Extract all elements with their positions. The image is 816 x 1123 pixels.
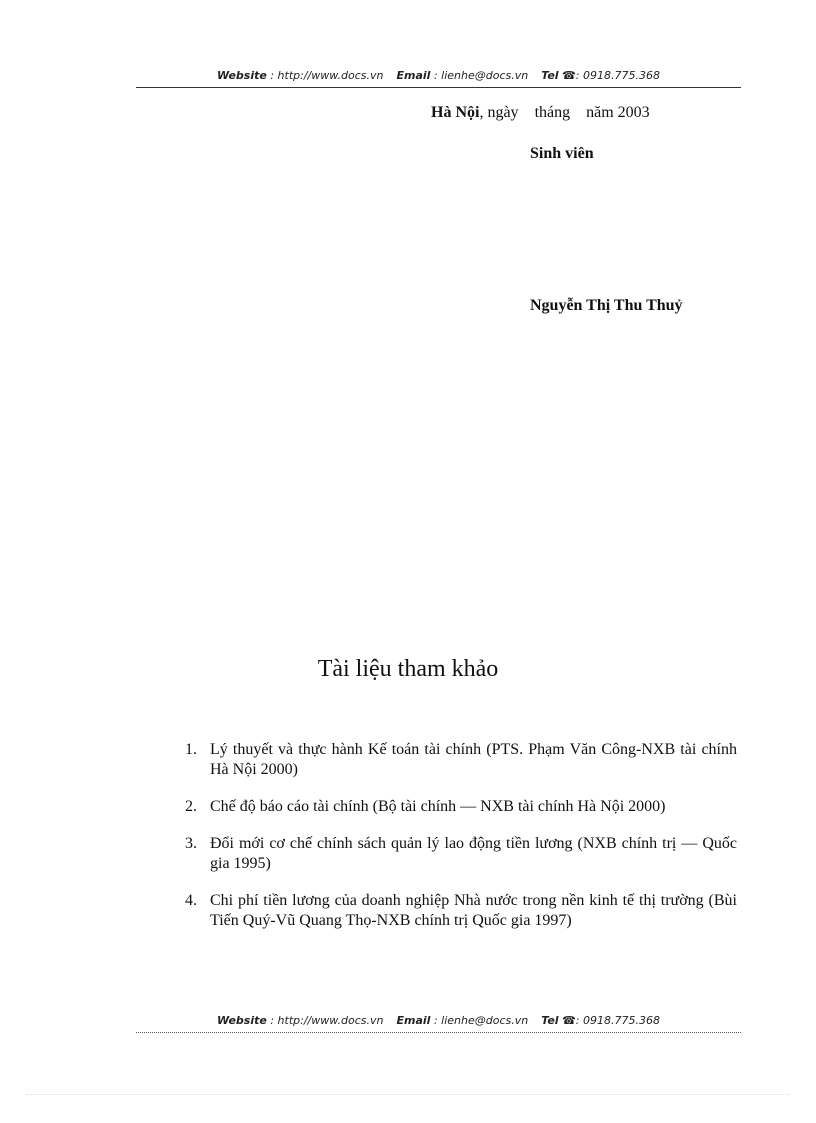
- page-bottom-divider: [26, 1094, 790, 1095]
- footer-tel-value: : 0918.775.368: [575, 1014, 660, 1027]
- footer-email-label: Email: [396, 1014, 431, 1027]
- reference-item: [180, 891, 737, 931]
- footer-email-link[interactable]: : lienhe@docs.vn: [433, 1014, 529, 1027]
- header-email-label: Email: [396, 69, 431, 82]
- page-footer: [136, 1014, 741, 1033]
- reference-text: Lý thuyết và thực hành Kế toán tài chính (PTS. Phạm Văn Công-NXB tài chính Hà Nội 2000): [210, 741, 737, 778]
- signer-role: Sinh viên: [530, 145, 594, 162]
- reference-number: 1.: [185, 741, 197, 758]
- references-list: [180, 740, 737, 948]
- reference-number: 4.: [185, 892, 197, 909]
- signer-name: Nguyễn Thị Thu Thuỷ: [530, 297, 683, 314]
- reference-number: 3.: [185, 835, 197, 852]
- page-header: [136, 69, 741, 88]
- reference-number: 2.: [185, 798, 197, 815]
- reference-item: [180, 834, 737, 874]
- header-tel-label: Tel: [541, 69, 559, 82]
- footer-website-link[interactable]: : http://www.docs.vn: [270, 1014, 384, 1027]
- city: Hà Nội: [431, 104, 480, 121]
- header-website-label: Website: [217, 69, 267, 82]
- phone-icon: ☎: [562, 1014, 576, 1027]
- reference-item: [180, 797, 737, 817]
- date-day: , ngày: [479, 104, 519, 121]
- date-month: tháng: [534, 104, 571, 121]
- place-date-line: [431, 104, 650, 122]
- header-email-link[interactable]: : lienhe@docs.vn: [433, 69, 529, 82]
- reference-item: [180, 740, 737, 780]
- references-title: Tài liệu tham khảo: [317, 656, 499, 682]
- phone-icon: ☎: [562, 69, 576, 82]
- header-tel-value: : 0918.775.368: [575, 69, 660, 82]
- reference-text: Chế độ báo cáo tài chính (Bộ tài chính — NXB tài chính Hà Nội 2000): [210, 798, 666, 815]
- reference-text: Chi phí tiền lương của doanh nghiệp Nhà nước trong nền kinh tế thị trường (Bùi Tiến Quý-Vũ Quang Thọ-NXB chính trị Quốc gia 1997): [210, 892, 737, 929]
- date-year: năm 2003: [586, 104, 650, 121]
- reference-text: Đổi mới cơ chế chính sách quản lý lao động tiền lương (NXB chính trị — Quốc gia 1995): [210, 835, 737, 872]
- footer-website-label: Website: [217, 1014, 267, 1027]
- header-website-link[interactable]: : http://www.docs.vn: [270, 69, 384, 82]
- footer-tel-label: Tel: [541, 1014, 559, 1027]
